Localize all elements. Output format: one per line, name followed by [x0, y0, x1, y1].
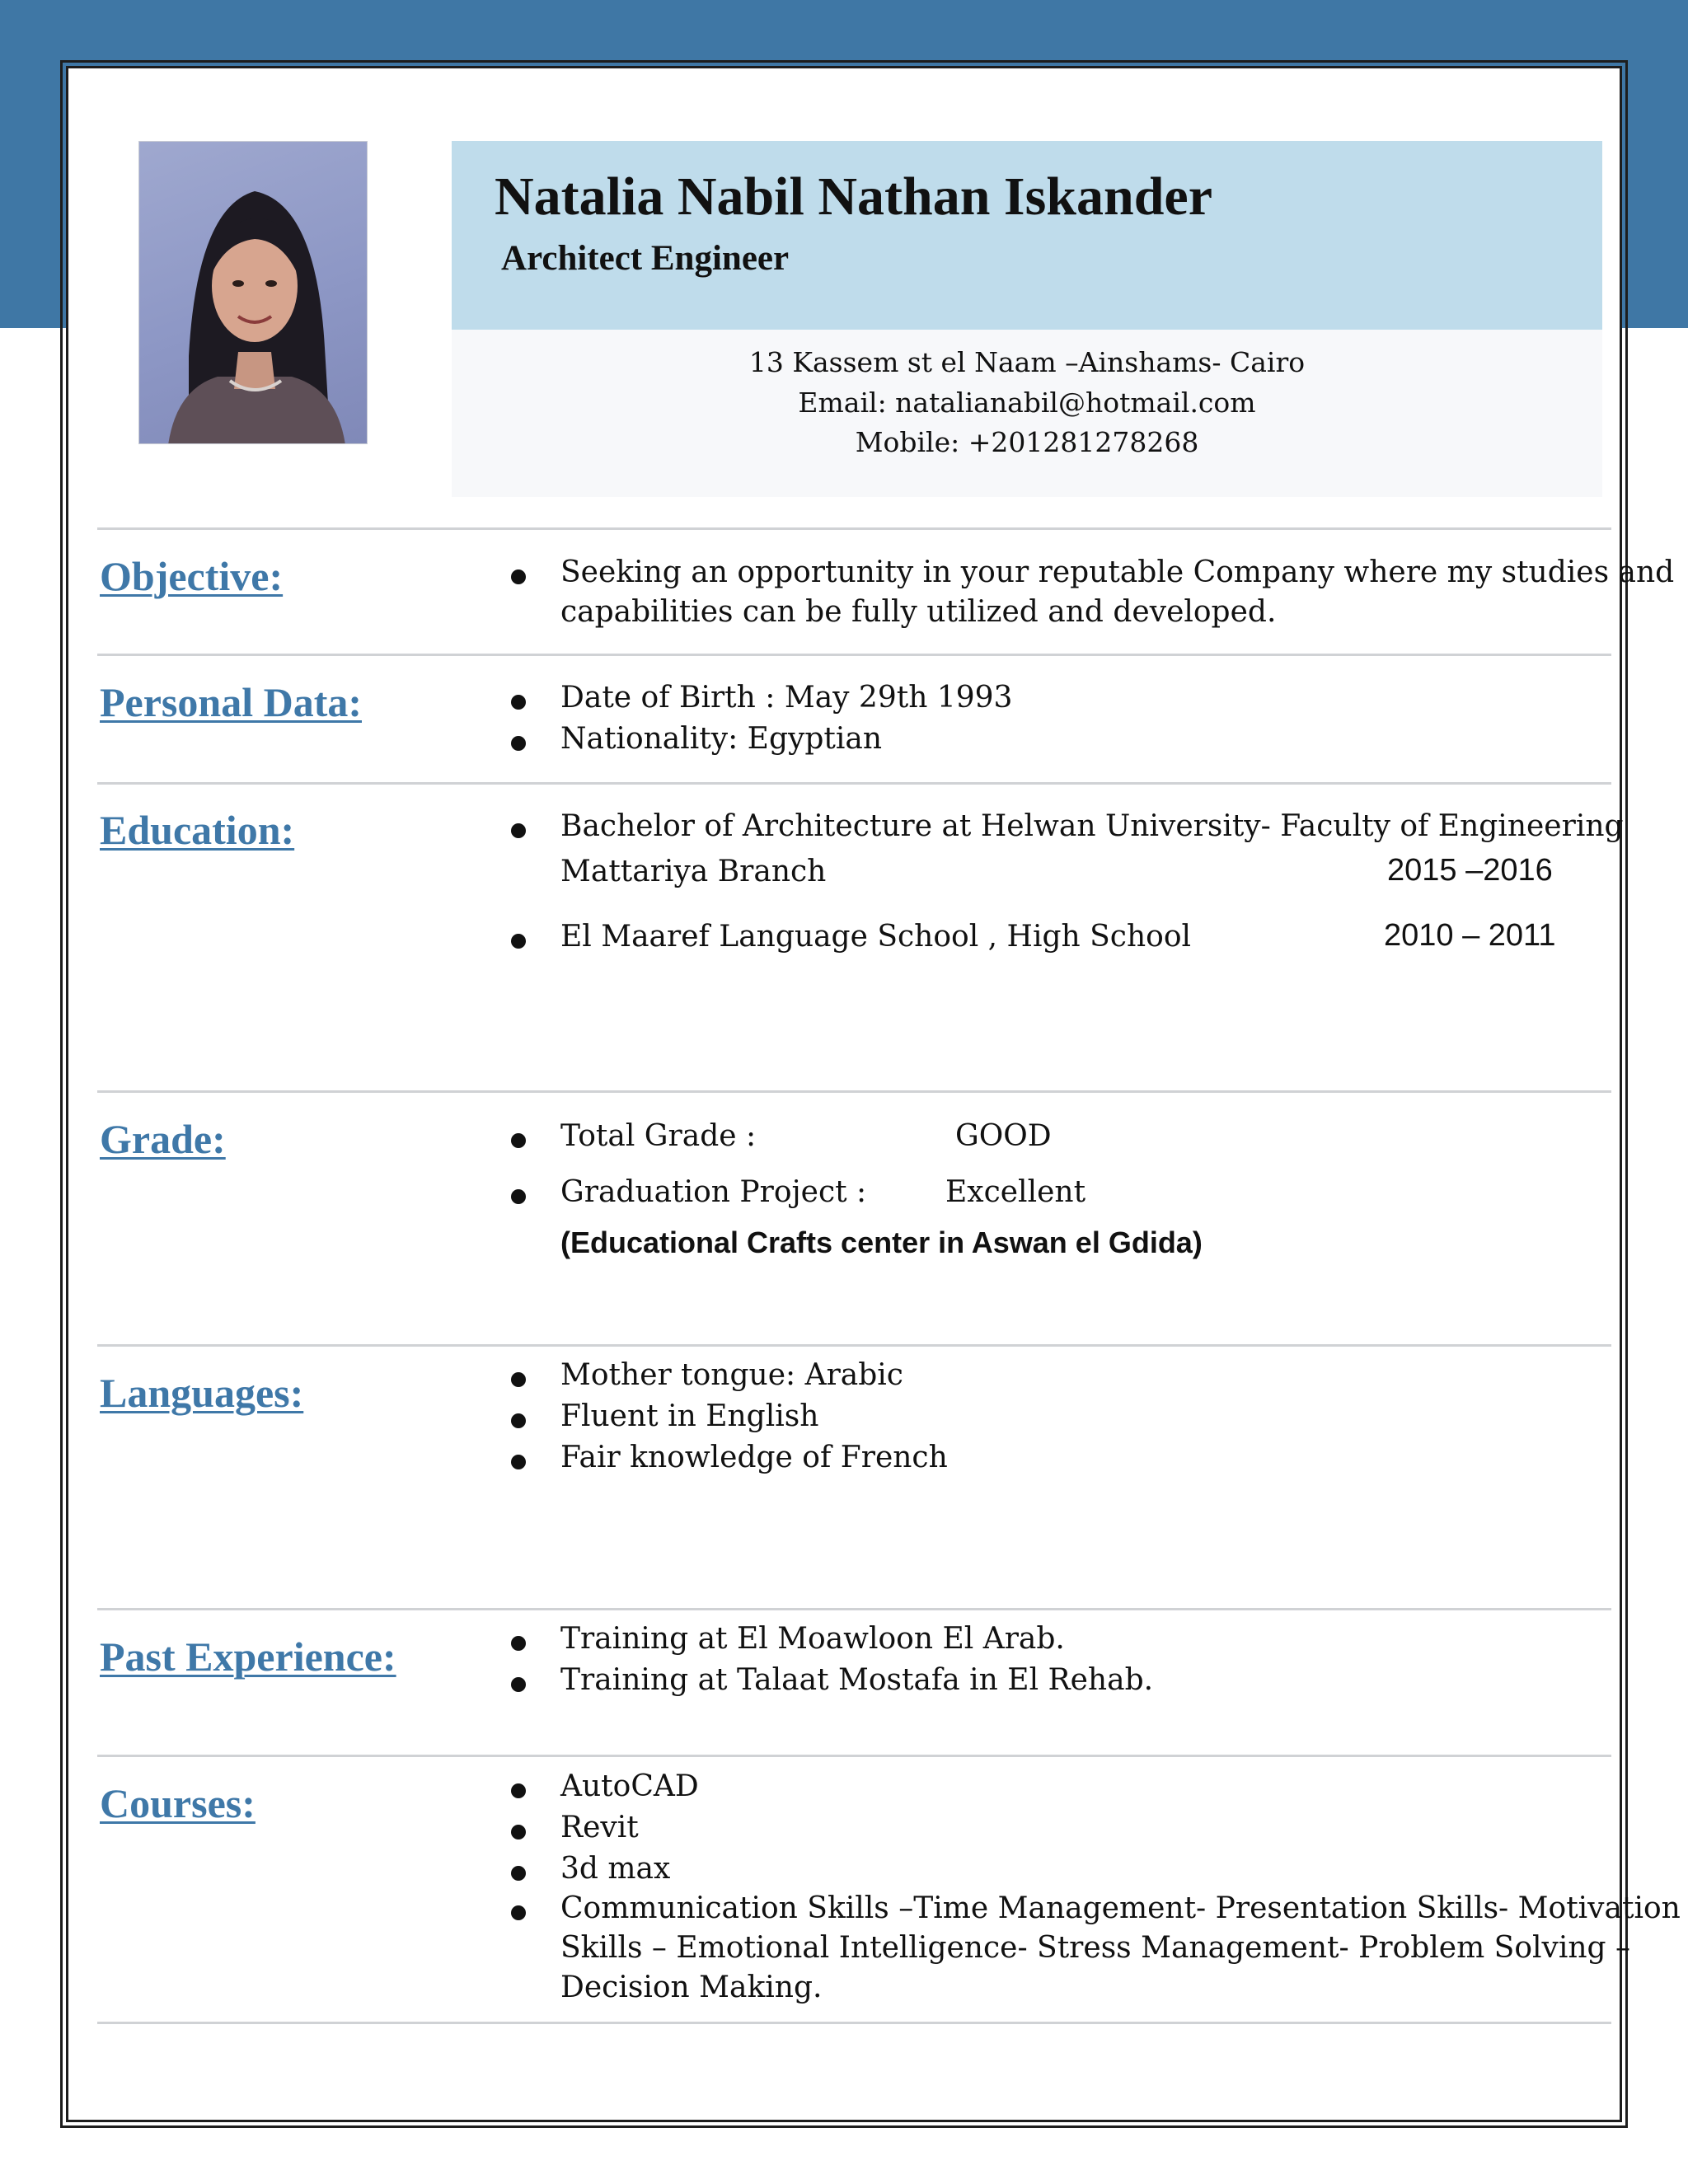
- bullet: [511, 1133, 526, 1148]
- bullet: [511, 1783, 526, 1798]
- section-divider: [97, 527, 1611, 530]
- contact-block: [452, 330, 1602, 497]
- education-item-2-years: 2010 – 2011: [1384, 918, 1556, 953]
- soft-skills-line-2: Skills – Emotional Intelligence- Stress Management- Problem Solving –: [560, 1931, 1631, 1965]
- objective-line-2: capabilities can be fully utilized and developed.: [560, 595, 1277, 629]
- total-grade-value: GOOD: [955, 1119, 1052, 1153]
- nationality: Nationality: Egyptian: [560, 722, 883, 756]
- objective-line-1: Seeking an opportunity in your reputable Company where my studies and: [560, 555, 1675, 589]
- resume-page: [66, 66, 1681, 2122]
- bullet: [511, 1189, 526, 1204]
- bullet: [511, 569, 526, 584]
- name-band: [452, 141, 1602, 330]
- personal-data-heading: Personal Data:: [100, 679, 362, 725]
- graduation-project-name: (Educational Crafts center in Aswan el Gdida): [560, 1226, 1203, 1259]
- graduation-project-value: Excellent: [945, 1175, 1086, 1209]
- graduation-project-label: Graduation Project :: [560, 1175, 867, 1209]
- bullet: [511, 1905, 526, 1920]
- candidate-name: Natalia Nabil Nathan Iskander: [495, 166, 1212, 227]
- soft-skills-line-1: Communication Skills –Time Management- Presentation Skills- Motivation: [560, 1891, 1681, 1925]
- bullet: [511, 1636, 526, 1651]
- section-divider: [97, 654, 1611, 656]
- profile-photo: [138, 141, 368, 444]
- grade-heading: Grade:: [100, 1116, 226, 1162]
- soft-skills-line-3: Decision Making.: [560, 1971, 823, 2004]
- language-item: Fair knowledge of French: [560, 1441, 948, 1474]
- courses-heading: Courses:: [100, 1780, 256, 1826]
- education-item-1-branch: Mattariya Branch: [560, 855, 827, 888]
- bullet: [511, 1372, 526, 1387]
- portrait-illustration: [139, 142, 368, 444]
- date-of-birth: Date of Birth : May 29th 1993: [560, 681, 1013, 715]
- education-item-1: Bachelor of Architecture at Helwan University- Faculty of Engineering: [560, 809, 1624, 843]
- email: Email: natalianabil@hotmail.com: [798, 387, 1256, 419]
- language-item: Mother tongue: Arabic: [560, 1358, 903, 1392]
- address: 13 Kassem st el Naam –Ainshams- Cairo: [748, 346, 1306, 378]
- bullet: [511, 1825, 526, 1840]
- experience-item: Training at El Moawloon El Arab.: [560, 1622, 1065, 1656]
- course-item: Revit: [560, 1811, 639, 1844]
- total-grade-label: Total Grade :: [560, 1119, 757, 1153]
- bullet: [511, 695, 526, 710]
- bullet: [511, 1677, 526, 1692]
- past-experience-heading: Past Experience:: [100, 1633, 396, 1680]
- job-title: Architect Engineer: [501, 239, 790, 278]
- education-heading: Education:: [100, 807, 295, 853]
- bullet: [511, 934, 526, 949]
- education-item-1-years: 2015 –2016: [1387, 853, 1553, 888]
- section-divider: [97, 1755, 1611, 1757]
- course-item: 3d max: [560, 1852, 671, 1886]
- course-item: AutoCAD: [560, 1769, 699, 1803]
- language-item: Fluent in English: [560, 1399, 819, 1433]
- bullet: [511, 736, 526, 751]
- mobile: Mobile: +201281278268: [855, 426, 1199, 458]
- experience-item: Training at Talaat Mostafa in El Rehab.: [560, 1663, 1154, 1697]
- objective-heading: Objective:: [100, 553, 284, 599]
- section-divider: [97, 1608, 1611, 1610]
- section-divider: [97, 1090, 1611, 1093]
- section-divider: [97, 1344, 1611, 1347]
- bullet: [511, 1866, 526, 1881]
- education-item-2: El Maaref Language School , High School: [560, 920, 1191, 954]
- section-divider: [97, 782, 1611, 785]
- bullet: [511, 1413, 526, 1428]
- section-divider: [97, 2022, 1611, 2024]
- bullet: [511, 1455, 526, 1469]
- bullet: [511, 823, 526, 838]
- languages-heading: Languages:: [100, 1370, 304, 1416]
